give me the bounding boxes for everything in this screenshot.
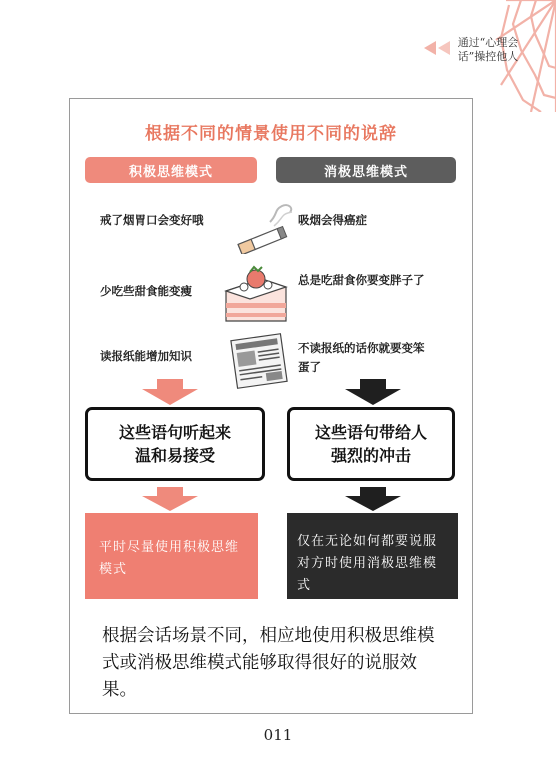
positive-callout-text: 这些语句听起来温和易接受 [118, 423, 231, 465]
positive-example-2: 少吃些甜食能变瘦 [100, 284, 192, 298]
negative-callout-text: 这些语句带给人强烈的冲击 [314, 423, 427, 465]
cigarette-icon [230, 204, 300, 254]
cake-icon [220, 257, 292, 329]
summary-text: 根据会话场景不同，相应地使用积极思维模式或消极思维模式能够取得很好的说服效果。 [102, 626, 435, 700]
page-number: 011 [263, 726, 293, 744]
positive-example-1: 戒了烟胃口会变好哦 [100, 213, 204, 227]
negative-result-arrow-icon [345, 487, 401, 511]
positive-arrow-icon [142, 379, 198, 405]
negative-mode-header: 消极思维模式 [276, 157, 456, 183]
negative-callout [287, 407, 455, 481]
positive-mode-header: 积极思维模式 [85, 157, 257, 183]
negative-example-2: 总是吃甜食你要变胖子了 [298, 273, 425, 287]
newspaper-icon [228, 331, 290, 391]
figure-title: 根据不同的情景使用不同的说辞 [145, 124, 397, 144]
negative-arrow-icon [345, 379, 401, 405]
negative-example-3: 不读报纸的话你就要变笨蛋了 [298, 341, 425, 374]
negative-example-1: 吸烟会得癌症 [298, 213, 367, 227]
positive-result-arrow-icon [142, 487, 198, 511]
negative-result-box: 仅在无论如何都要说服对方时使用消极思维模式 [287, 513, 458, 599]
positive-result-box: 平时尽量使用积极思维模式 [85, 513, 258, 599]
positive-callout [85, 407, 265, 481]
positive-example-3: 读报纸能增加知识 [100, 349, 192, 363]
running-header: 通过“心理会话”操控他人 [457, 36, 519, 63]
figure-frame [69, 98, 473, 714]
